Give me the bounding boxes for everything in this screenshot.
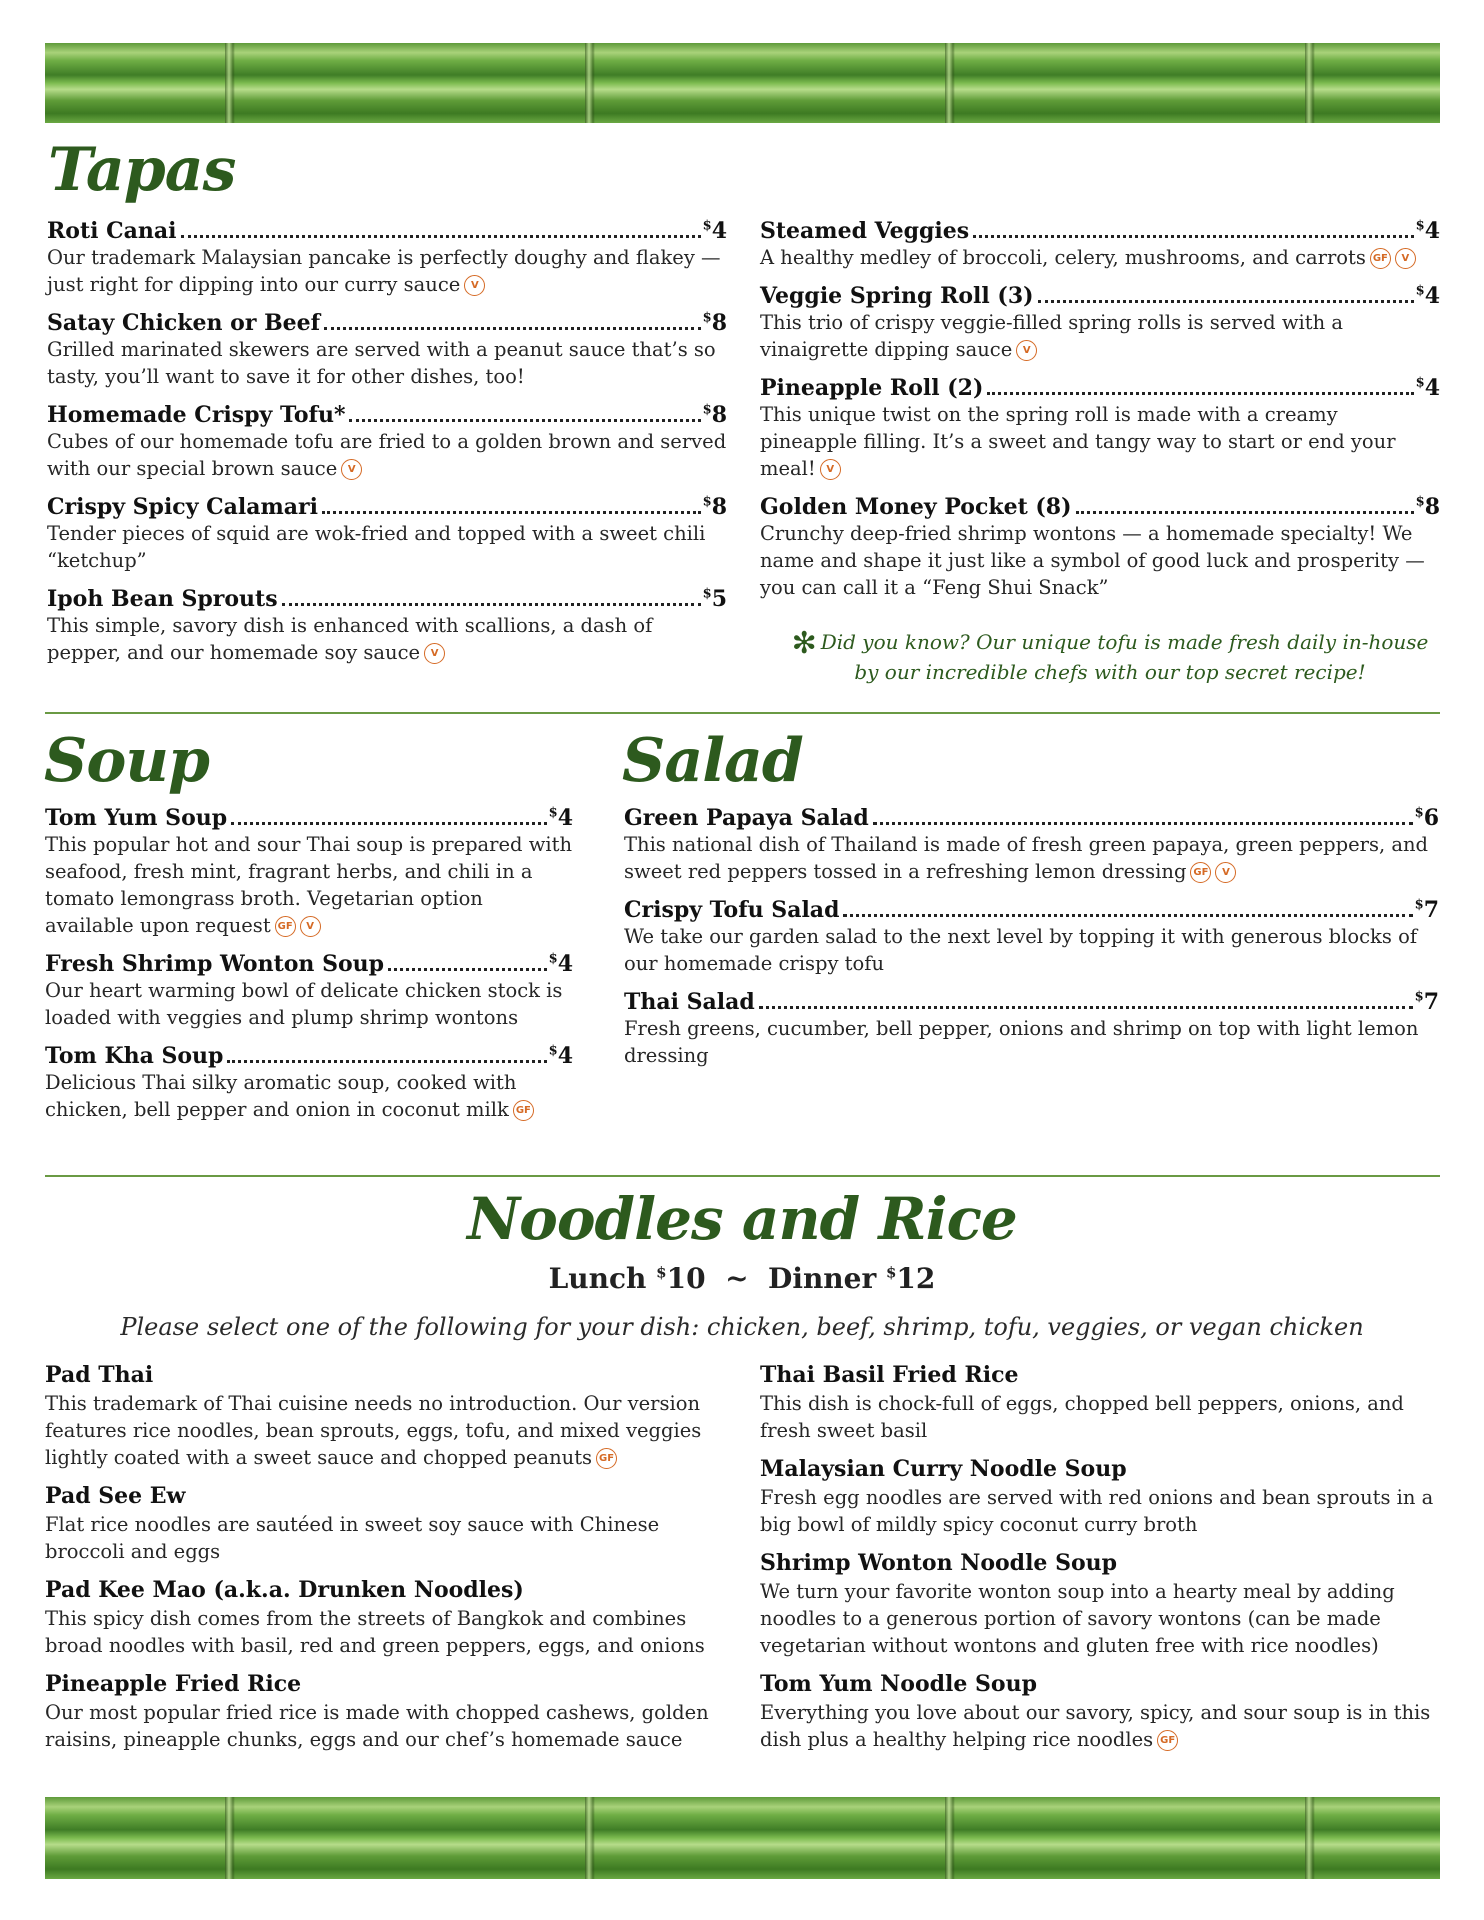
menu-item-description-text: This simple, savory dish is enhanced with scallions, a dash of pepper, and our homemade soy sauce [47,614,653,664]
lunch-price: 10 [666,1262,706,1295]
menu-item-description [624,831,1439,885]
menu-item-description [760,244,1440,271]
menu-item-name: Crispy Spicy Calamari [47,494,318,520]
dot-leader [973,235,1413,238]
menu-item-price: $8 [702,402,727,428]
bamboo-banner-top [45,43,1440,123]
price-separator: ~ [725,1262,749,1295]
menu-item [45,951,573,1031]
menu-item-title-row [47,310,727,336]
vegetarian-icon: V [424,643,445,664]
menu-item-price: $4 [548,1043,573,1069]
menu-item-price: $5 [702,586,727,612]
dot-leader [349,419,700,422]
menu-item-name: Satay Chicken or Beef [47,310,321,336]
menu-item-name: Thai Basil Fried Rice [760,1362,1019,1388]
menu-item-description-text: Our heart warming bowl of delicate chicken stock is loaded with veggies and plump shrimp wontons [45,979,563,1029]
menu-item-price: $4 [1415,218,1440,244]
menu-item [624,805,1439,885]
menu-item [45,805,573,939]
menu-item-price: $6 [1414,805,1439,831]
menu-item [45,1483,735,1565]
menu-item [760,218,1440,271]
tofu-note-text: Did you know? Our unique tofu is made fresh daily in-house by our incredible chefs with our top secret recipe! [820,630,1429,684]
menu-item-name: Crispy Tofu Salad [624,897,840,923]
menu-item-description-text: Flat rice noodles are sautéed in sweet soy sauce with Chinese broccoli and eggs [45,1513,660,1563]
menu-item-description [45,1699,735,1753]
menu-item-price: $8 [702,310,727,336]
bamboo-banner-bottom [45,1797,1440,1879]
dot-leader [987,392,1413,395]
menu-item-price: $7 [1414,897,1439,923]
menu-item-name: Golden Money Pocket (8) [760,494,1072,520]
vegetarian-icon: V [1215,862,1236,883]
dot-leader [1038,300,1414,303]
menu-item-name: Pad See Ew [45,1483,186,1509]
menu-item-name: Green Papaya Salad [624,805,869,831]
menu-item-description [624,1015,1439,1069]
menu-item-price: $4 [702,218,727,244]
menu-item [760,1362,1440,1444]
asterisk-icon: ✻ [791,626,817,661]
menu-item-description-text: Our trademark Malaysian pancake is perfectly doughy and flakey — just right for dipping into our curry sauce [47,246,721,296]
menu-item-title-row [624,989,1439,1015]
dot-leader [759,1006,1413,1009]
gluten-free-icon: GF [1157,1730,1178,1751]
menu-item-description-text: This trademark of Thai cuisine needs no introduction. Our version features rice noodles, bean sprouts, eggs, tofu, and mixed veggies lightly coated with a sweet sauce and chopped peanuts [45,1392,702,1469]
menu-item-description [47,428,727,482]
dot-leader [1076,511,1414,514]
menu-item-description-text: This national dish of Thailand is made of fresh green papaya, green peppers, and sweet red peppers tossed in a refreshing lemon dressing [624,833,1429,883]
menu-item-price-value: 8 [711,310,727,336]
menu-item-description [760,1484,1440,1538]
menu-item-description [760,309,1440,363]
noodles-left-column [45,1362,735,1765]
menu-item-name: Pad Kee Mao (a.k.a. Drunken Noodles) [45,1577,524,1603]
menu-item-description-text: A healthy medley of broccoli, celery, mushrooms, and carrots [760,246,1366,269]
dot-leader [227,1060,546,1063]
vegetarian-icon: V [1016,340,1037,361]
menu-item-name: Roti Canai [47,218,177,244]
noodles-price-line: Lunch $10 ~ Dinner $12 [548,1262,936,1295]
menu-item-title-row [47,402,727,428]
menu-item [760,1671,1440,1753]
menu-item-price: $7 [1414,989,1439,1015]
tapas-left-column [47,218,727,678]
menu-item [760,283,1440,363]
menu-item-price-value: 4 [1424,218,1440,244]
menu-item-description [760,1390,1440,1444]
vegetarian-icon: V [341,459,362,480]
dot-leader [388,968,547,971]
menu-item-title-row [624,897,1439,923]
menu-item-description [760,1699,1440,1753]
menu-item-price: $4 [1415,375,1440,401]
menu-item-description-text: Fresh egg noodles are served with red onions and bean sprouts in a big bowl of mildly spicy coconut curry broth [760,1486,1434,1536]
gluten-free-icon: GF [275,916,296,937]
menu-item-description [45,1511,735,1565]
gluten-free-icon: GF [513,1100,534,1121]
menu-item-description [47,612,727,666]
menu-item-description [760,401,1440,482]
menu-item [760,375,1440,482]
menu-item-price-value: 4 [1424,375,1440,401]
dot-leader [843,914,1412,917]
menu-item-description-text: This trio of crispy veggie-filled spring rolls is served with a vinaigrette dipping sauce [760,311,1343,361]
gluten-free-icon: GF [1190,862,1211,883]
menu-item-name: Ipoh Bean Sprouts [47,586,278,612]
menu-item-price-value: 6 [1423,805,1439,831]
menu-item-name: Tom Yum Soup [45,805,228,831]
soup-heading: Soup [44,726,209,796]
dinner-label: Dinner [768,1262,877,1295]
salad-heading: Salad [622,726,803,796]
menu-item-title-row [760,494,1440,520]
menu-item-description [45,1605,735,1659]
dot-leader [231,822,547,825]
menu-item-name: Pineapple Fried Rice [45,1671,302,1697]
menu-item-description [45,1390,735,1471]
menu-item-description-text: Cubes of our homemade tofu are fried to a golden brown and served with our special brown sauce [47,430,727,480]
menu-item-description [47,336,727,390]
menu-item-name: Malaysian Curry Noodle Soup [760,1456,1127,1482]
vegetarian-icon: V [464,275,485,296]
dot-leader [873,822,1413,825]
menu-item-price-value: 7 [1423,989,1439,1015]
menu-item-description-text: Grilled marinated skewers are served with a peanut sauce that’s so tasty, you’ll want to save it for other dishes, too! [47,338,716,388]
menu-item-price-value: 7 [1423,897,1439,923]
menu-item-price: $4 [1415,283,1440,309]
menu-item-price-value: 5 [711,586,727,612]
dot-leader [282,603,701,606]
menu-item-description [624,923,1439,977]
menu-item-description [47,520,727,574]
menu-item [47,402,727,482]
menu-item-price-value: 8 [711,494,727,520]
menu-item-description-text: Our most popular fried rice is made with chopped cashews, golden raisins, pineapple chunks, eggs and our chef’s homemade sauce [45,1701,709,1751]
menu-item-description [47,244,727,298]
menu-item-name: Tom Yum Noodle Soup [760,1671,1037,1697]
menu-item [760,1456,1440,1538]
menu-item-price-value: 4 [557,951,573,977]
menu-item [624,897,1439,977]
menu-item-name: Veggie Spring Roll (3) [760,283,1034,309]
menu-item [47,494,727,574]
menu-item-description-text: We take our garden salad to the next level by topping it with generous blocks of our homemade crispy tofu [624,925,1418,975]
noodles-right-column [760,1362,1440,1765]
menu-item-price-value: 4 [711,218,727,244]
menu-item-name: Shrimp Wonton Noodle Soup [760,1550,1118,1576]
menu-item [45,1671,735,1753]
menu-item-price: $4 [548,805,573,831]
menu-item-title-row [760,283,1440,309]
menu-item-description-text: This dish is chock-full of eggs, chopped bell peppers, onions, and fresh sweet basil [760,1392,1404,1442]
tapas-heading: Tapas [48,135,236,205]
menu-item [45,1577,735,1659]
menu-item-title-row [760,375,1440,401]
lunch-label: Lunch [548,1262,647,1295]
menu-item-description-text: Crunchy deep-fried shrimp wontons — a homemade specialty! We name and shape it just like a symbol of good luck and prosperity — you can call it a “Feng Shui Snack” [760,522,1425,599]
tofu-note [790,628,1430,687]
menu-item-price: $8 [702,494,727,520]
menu-item-description-text: This spicy dish comes from the streets of Bangkok and combines broad noodles with basil, red and green peppers, eggs, and onions [45,1607,705,1657]
menu-item-name: Pineapple Roll (2) [760,375,984,401]
menu-item-name: Pad Thai [45,1362,154,1388]
menu-item-price-value: 4 [557,805,573,831]
menu-item [624,989,1439,1069]
menu-item-description [45,1069,573,1123]
divider-2 [45,1175,1440,1177]
menu-item-name: Steamed Veggies [760,218,970,244]
menu-item-description [45,977,573,1031]
menu-item-description-text: Everything you love about our savory, spicy, and sour soup is in this dish plus a healthy helping rice noodles [760,1701,1431,1751]
menu-item [760,1550,1440,1659]
menu-item-description [45,831,573,939]
menu-item-description-text: Delicious Thai silky aromatic soup, cooked with chicken, bell pepper and onion in coconut milk [45,1071,517,1121]
vegetarian-icon: V [820,459,841,480]
salad-column [624,805,1439,1081]
menu-item-name: Homemade Crispy Tofu* [47,402,346,428]
menu-item-price-value: 8 [1424,494,1440,520]
menu-item-price-value: 8 [711,402,727,428]
menu-item [45,1362,735,1471]
menu-item-title-row [45,951,573,977]
menu-item-name: Thai Salad [624,989,755,1015]
menu-item-description-text: Fresh greens, cucumber, bell pepper, onions and shrimp on top with light lemon dressing [624,1017,1419,1067]
vegetarian-icon: V [300,916,321,937]
menu-item-title-row [47,494,727,520]
gluten-free-icon: GF [596,1448,617,1469]
menu-item-description [760,520,1440,601]
menu-item [760,494,1440,601]
menu-item-description-text: This unique twist on the spring roll is made with a creamy pineapple filling. It’s a sweet and tangy way to start or end your meal! [760,403,1396,480]
dot-leader [324,327,701,330]
menu-item-name: Tom Kha Soup [45,1043,224,1069]
menu-item [47,586,727,666]
menu-item-title-row [760,218,1440,244]
menu-item-description-text: This popular hot and sour Thai soup is prepared with seafood, fresh mint, fragrant herbs, and chili in a tomato lemongrass broth. Vegetarian option available upon request [45,833,573,937]
menu-item-description [760,1578,1440,1659]
menu-item-price: $8 [1415,494,1440,520]
menu-item-title-row [624,805,1439,831]
menu-item-price: $4 [548,951,573,977]
dot-leader [322,511,701,514]
menu-item-description-text: We turn your favorite wonton soup into a hearty meal by adding noodles to a generous portion of savory wontons (can be made vegetarian without wontons and gluten free with rice noodles) [760,1580,1395,1657]
menu-item-price-value: 4 [557,1043,573,1069]
menu-item-price-value: 4 [1424,283,1440,309]
menu-item-name: Fresh Shrimp Wonton Soup [45,951,385,977]
menu-item [47,310,727,390]
noodles-select-instruction: Please select one of the following for your dish: chicken, beef, shrimp, tofu, veggies, or vegan chicken [120,1313,1364,1341]
menu-item-description-text: Tender pieces of squid are wok-fried and topped with a sweet chili “ketchup” [47,522,706,572]
dinner-price: 12 [896,1262,936,1295]
noodles-heading: Noodles and Rice [467,1185,1017,1253]
tapas-right-column [760,218,1440,613]
menu-item-title-row [45,1043,573,1069]
dot-leader [181,235,701,238]
menu-item-title-row [45,805,573,831]
gluten-free-icon: GF [1370,248,1391,269]
menu-item [47,218,727,298]
menu-item-title-row [47,586,727,612]
divider-1 [45,712,1440,714]
menu-item [45,1043,573,1123]
soup-column [45,805,573,1135]
menu-item-title-row [47,218,727,244]
vegetarian-icon: V [1395,248,1416,269]
